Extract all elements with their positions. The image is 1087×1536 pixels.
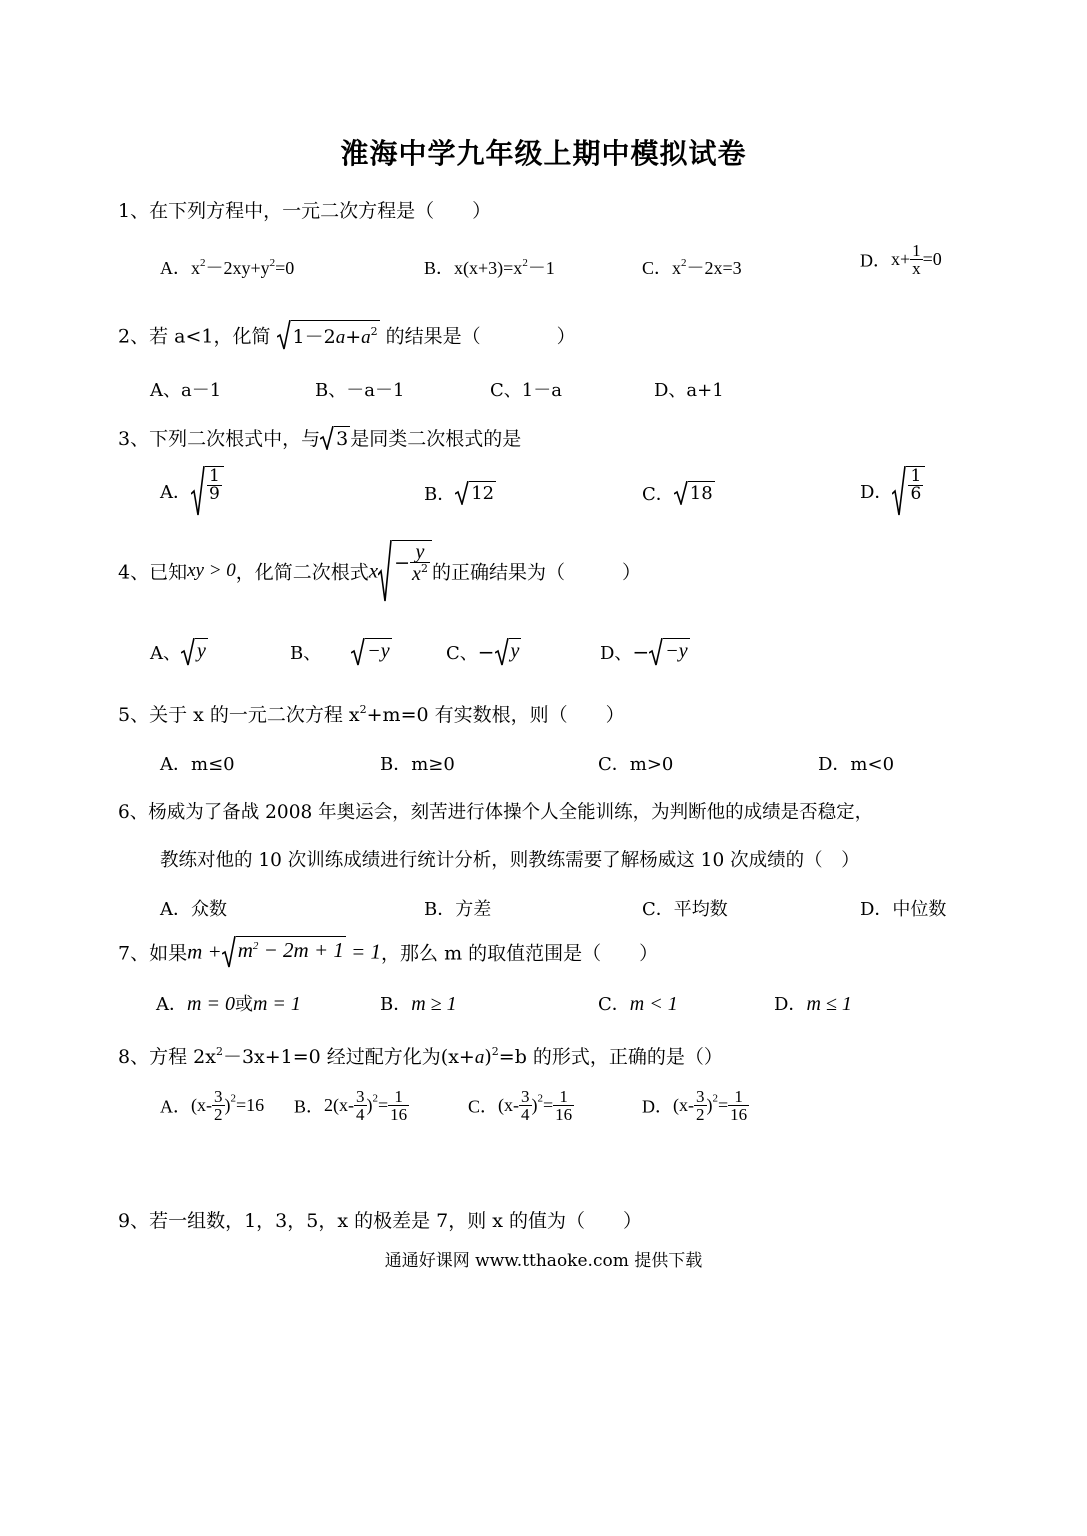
question-8-option-d: D．(x- $\frac{3}{2}$ )$^2$= $\frac{1}{16}$ (642, 1087, 748, 1124)
question-1-option-c: C．$x^2-2x=3$ (642, 257, 742, 278)
radical-expression: $1-2a+a^2$ (277, 320, 380, 350)
question-3-option-d: D． $\frac{1}{6}$ (860, 466, 925, 516)
question-2-stem: 2、若 a<1，化简 $1-2a+a^2$ 的结果是（ ） (118, 320, 576, 350)
question-5-option-a: A．m≤0 (160, 754, 235, 775)
question-1-option-b: B．$x(x+3)=x^2-1$ (424, 257, 555, 278)
question-3-option-b: B． 12 (424, 483, 495, 505)
question-5-option-b: B．m≥0 (380, 754, 455, 775)
question-6-line-2: 教练对他的 10 次训练成绩进行统计分析，则教练需要了解杨威这 10 次成绩的（ ） (160, 850, 860, 871)
question-8-option-b: B．2(x- $\frac{3}{4}$ )$^2$= $\frac{1}{16}$ (294, 1087, 408, 1124)
question-6-option-a: A．众数 (160, 899, 227, 920)
question-3-stem: 3、下列二次根式中，与 3 是同类二次根式的是 (118, 427, 522, 450)
question-3-option-a: A． $\frac{1}{9}$ (160, 466, 224, 516)
question-7-option-c: C．m < 1 (598, 993, 678, 1015)
page-title: 淮海中学九年级上期中模拟试卷 (340, 137, 747, 170)
question-6-option-d: D．中位数 (860, 899, 947, 920)
question-6-option-c: C．平均数 (642, 899, 728, 920)
question-1-option-d: D．x+ $\frac{1}{x}$ =0 (860, 241, 942, 278)
question-2-option-b: B、－a－1 (315, 380, 405, 401)
question-7-option-d: D．m ≤ 1 (774, 993, 852, 1015)
question-4-option-b: B、 −y (290, 640, 390, 664)
question-1-stem: 1、在下列方程中，一元二次方程是（ ） (118, 200, 492, 222)
question-7-option-a: A．m = 0或m = 1 (156, 993, 301, 1015)
question-2-option-c: C、1－a (490, 380, 562, 401)
question-2-option-d: D、a+1 (654, 380, 724, 401)
question-8-option-a: A．(x- $\frac{3}{2}$ )$^2$=16 (160, 1087, 265, 1124)
question-1-option-a: A．$x^2-2xy+y^2=0$ (160, 257, 295, 278)
question-6-line-1: 6、杨威为了备战 2008 年奥运会，刻苦进行体操个人全能训练，为判断他的成绩是否稳定， (118, 802, 874, 823)
question-9-stem: 9、若一组数，1，3，5，x 的极差是 7，则 x 的值为（ ） (118, 1210, 643, 1232)
question-4-option-d: D、− −y (600, 640, 688, 664)
question-3-option-c: C． 18 (642, 483, 713, 505)
question-4-option-a: A、 y (150, 640, 206, 664)
question-7-stem: 7、如果m + $m^2 - 2m + 1$ = 1，那么 m 的取值范围是（ ） (118, 936, 658, 968)
question-5-stem: 5、关于 x 的一元二次方程 $x^2+m=0$ 有实数根，则（ ） (118, 703, 625, 726)
question-5-option-c: C．m>0 (598, 754, 674, 775)
question-4-stem: 4、已知xy > 0，化简二次根式x − $\frac{y}{x^2}$ 的正确结果为（ ） (118, 540, 641, 602)
question-2-option-a: A、a－1 (150, 380, 222, 401)
page-footer: 通通好课网 www.tthaoke.com 提供下载 (384, 1251, 703, 1271)
question-6-option-b: B．方差 (424, 899, 492, 920)
question-5-option-d: D．m<0 (818, 754, 895, 775)
question-4-option-c: C、− y (446, 640, 520, 664)
question-8-stem: 8、方程 $2x^2-3x+1=0$ 经过配方化为$(x+a)^2=b$ 的形式，正确的是（） (118, 1045, 723, 1068)
question-8-option-c: C．(x- $\frac{3}{4}$ )$^2$= $\frac{1}{16}$ (468, 1087, 573, 1124)
question-7-option-b: B．m ≥ 1 (380, 993, 457, 1015)
